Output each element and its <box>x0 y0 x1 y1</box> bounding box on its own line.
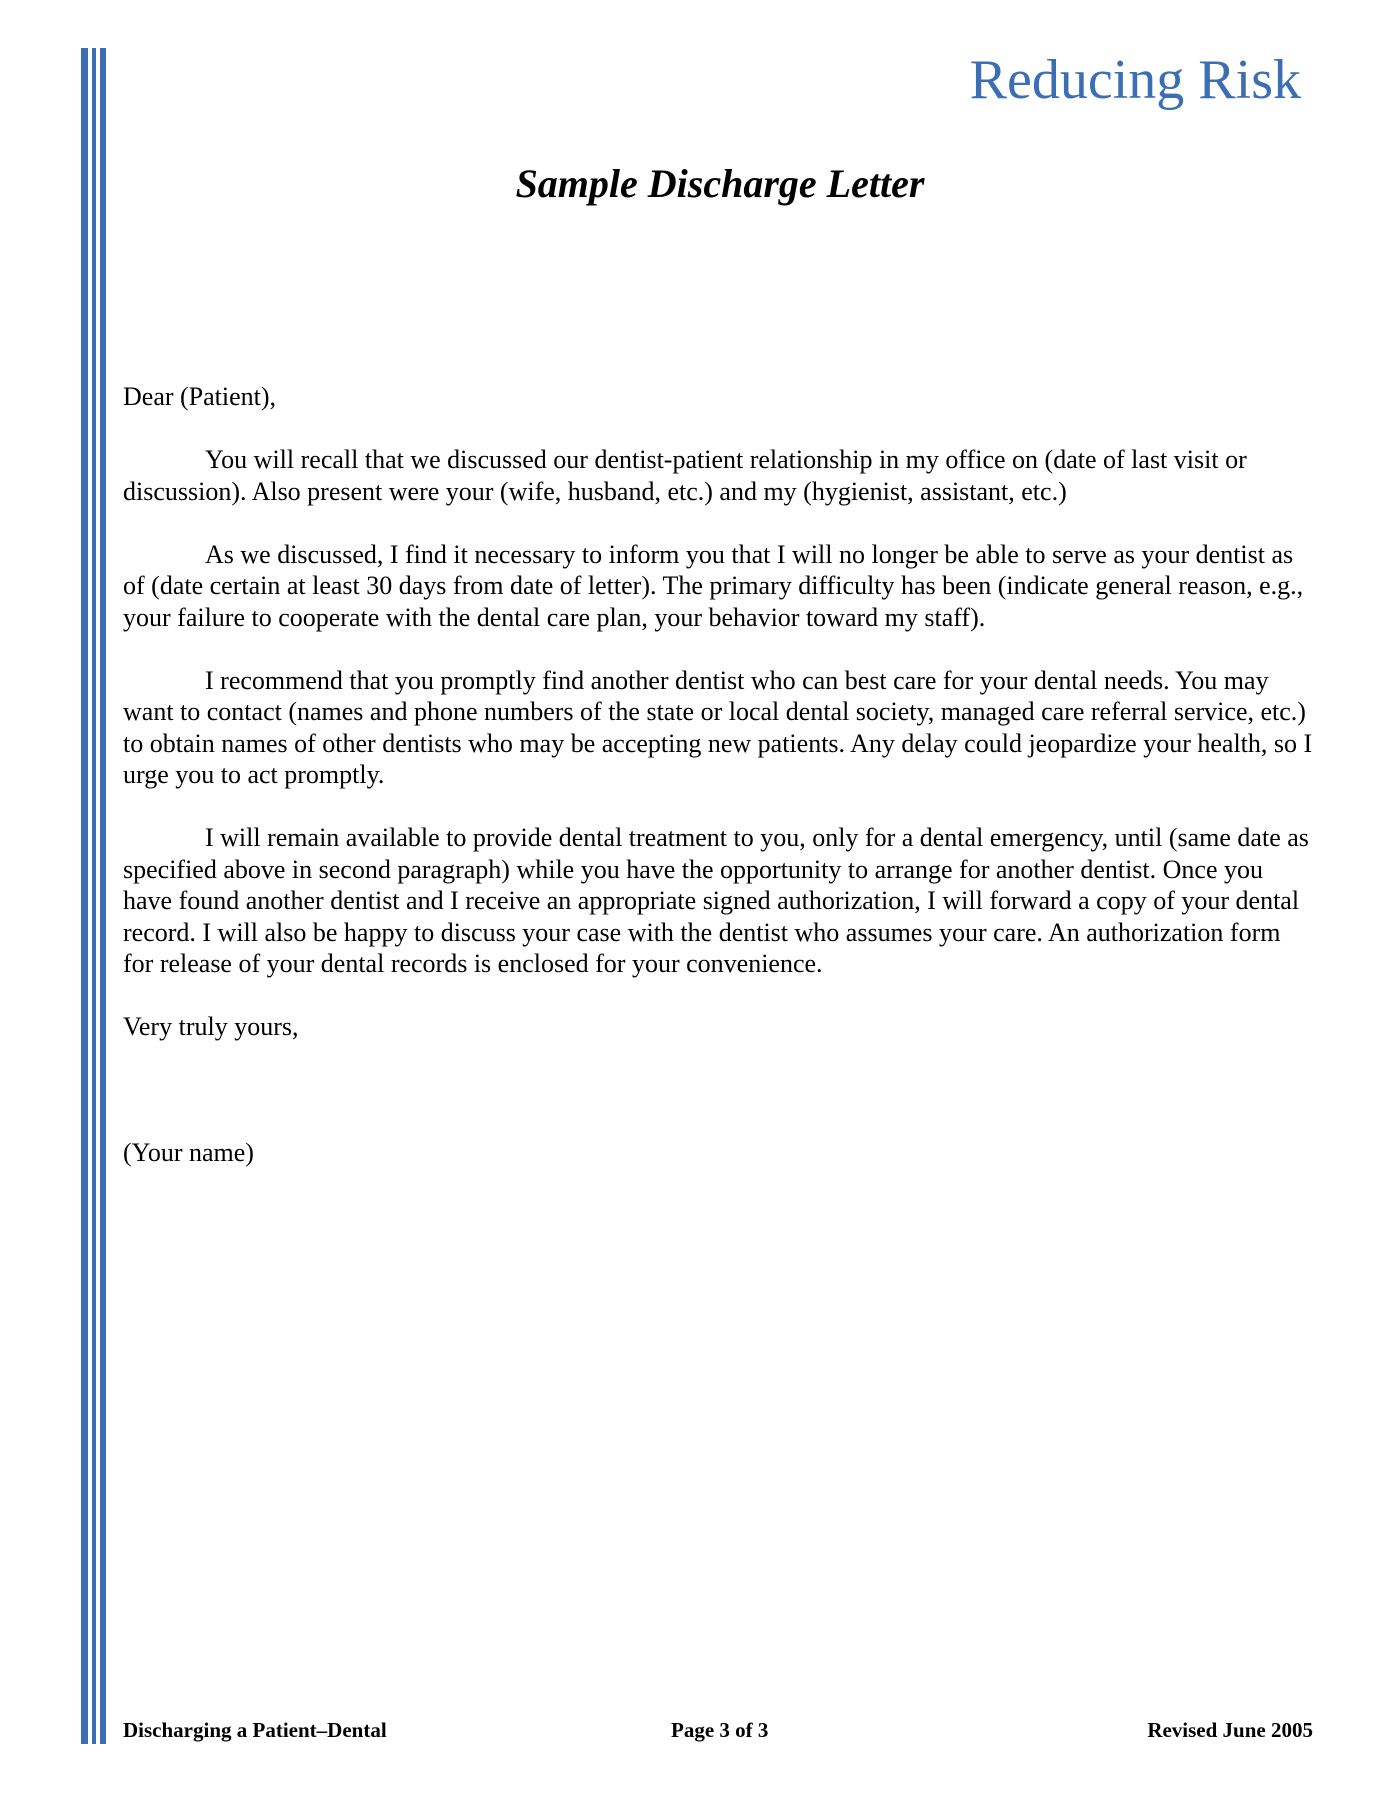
footer-revision-date: Revised June 2005 <box>1147 1718 1313 1742</box>
footer-page-number: Page 3 of 3 <box>671 1718 769 1742</box>
side-bar-1 <box>81 48 88 1744</box>
side-bar-2 <box>92 48 96 1744</box>
signature-name: (Your name) <box>123 1138 254 1167</box>
salutation: Dear (Patient), <box>123 382 277 411</box>
closing: Very truly yours, <box>123 1012 299 1041</box>
footer-document-name: Discharging a Patient–Dental <box>123 1718 387 1742</box>
signature-space <box>123 1074 1313 1137</box>
paragraph-1: You will recall that we discussed our dentist-patient relationship in my office on (date of last visit or discussion). Also present were your (wife, husband, etc.) and my (hygienist, assistant, etc.) <box>123 445 1247 506</box>
paragraph-2: As we discussed, I find it necessary to inform you that I will no longer be able to serve as your dentist as of (date certain at least 30 days from date of letter). The primary difficulty has been (indicate general reason, e.g., your failure to cooperate with the dental care plan, your behavior toward my staff). <box>123 539 1304 632</box>
letter-body <box>123 381 1313 1200</box>
header-title: Reducing Risk <box>969 49 1301 111</box>
paragraph-3: I recommend that you promptly find another dentist who can best care for your dental needs. You may want to contact (names and phone numbers of the state or local dental society, managed care referral service, etc.) to obtain names of other dentists who may be accepting new patients. Any delay could jeopardize your health, so I urge you to act promptly. <box>123 665 1313 789</box>
paragraph-4: I will remain available to provide dental treatment to you, only for a dental emergency, until (same date as specified above in second paragraph) while you have the opportunity to arrange for another dentist. Once you have found another dentist and I receive an appropriate signed authorization, I will forward a copy of your dental record. I will also be happy to discuss your case with the dentist who assumes your care. An authorization form for release of your dental records is enclosed for your convenience. <box>123 823 1309 978</box>
document-title: Sample Discharge Letter <box>515 161 925 206</box>
side-bar-3 <box>100 48 106 1744</box>
decorative-side-bars <box>81 48 111 1744</box>
